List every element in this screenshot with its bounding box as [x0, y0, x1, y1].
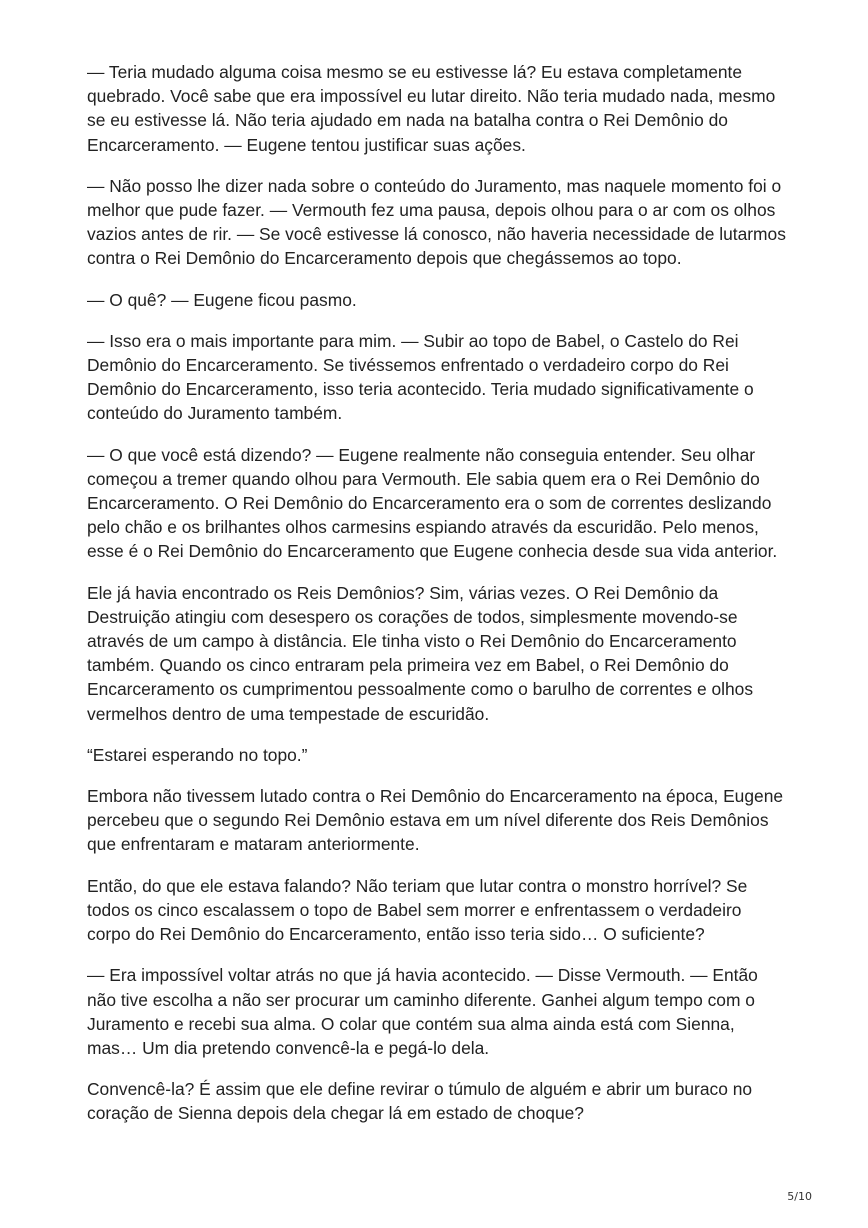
- page-number: 5/10: [787, 1190, 812, 1203]
- paragraph: Então, do que ele estava falando? Não teriam que lutar contra o monstro horrível? Se todos os cinco escalassem o topo de Babel sem morrer e enfrentassem o verdadeiro corpo do Rei Demônio do Encarceramento, então isso teria sido… O suficiente?: [87, 875, 748, 945]
- paragraph: — O quê? — Eugene ficou pasmo.: [87, 289, 357, 310]
- document-page: [87, 60, 787, 1143]
- paragraph: Embora não tivessem lutado contra o Rei Demônio do Encarceramento na época, Eugene percebeu que o segundo Rei Demônio estava em um nível diferente dos Reis Demônios que enfrentaram e mataram anteriormente.: [87, 786, 784, 855]
- paragraph: Ele já havia encontrado os Reis Demônios? Sim, várias vezes. O Rei Demônio da Destruição atingiu com desespero os corações de todos, simplesmente movendo-se através de um campo à distância. Ele tinha visto o Rei Demônio do Encarceramento também. Quando os cinco entraram pela primeira vez em Babel, o Rei Demônio do Encarceramento os cumprimentou pessoalmente como o barulho de correntes e olhos vermelhos dentro de uma tempestade de escuridão.: [87, 582, 754, 724]
- paragraph: — O que você está dizendo? — Eugene realmente não conseguia entender. Seu olhar começou a tremer quando olhou para Vermouth. Ele sabia quem era o Rei Demônio do Encarceramento. O Rei Demônio do Encarceramento era o som de correntes deslizando pelo chão e os brilhantes olhos carmesins espiando através da escuridão. Pelo menos, esse é o Rei Demônio do Encarceramento que Eugene conhecia desde sua vida anterior.: [87, 444, 778, 562]
- paragraph: — Isso era o mais importante para mim. — Subir ao topo de Babel, o Castelo do Rei Demônio do Encarceramento. Se tivéssemos enfrentado o verdadeiro corpo do Rei Demônio do Encarceramento, isso teria acontecido. Teria mudado significativamente o conteúdo do Juramento também.: [87, 330, 754, 424]
- paragraph: — Teria mudado alguma coisa mesmo se eu estivesse lá? Eu estava completamente quebrado. Você sabe que era impossível eu lutar direito. Não teria mudado nada, mesmo se eu estivesse lá. Não teria ajudado em nada na batalha contra o Rei Demônio do Encarceramento. — Eugene tentou justificar suas ações.: [87, 62, 776, 155]
- paragraph: “Estarei esperando no topo.”: [87, 744, 308, 765]
- paragraph: — Era impossível voltar atrás no que já havia acontecido. — Disse Vermouth. — Então não tive escolha a não ser procurar um caminho diferente. Ganhei algum tempo com o Juramento e recebi sua alma. O colar que contém sua alma ainda está com Sienna, mas… Um dia pretendo convencê-la e pegá-lo dela.: [87, 965, 758, 1058]
- paragraph: Convencê-la? É assim que ele define revirar o túmulo de alguém e abrir um buraco no coração de Sienna depois dela chegar lá em estado de choque?: [87, 1079, 753, 1124]
- paragraph: — Não posso lhe dizer nada sobre o conteúdo do Juramento, mas naquele momento foi o melhor que pude fazer. — Vermouth fez uma pausa, depois olhou para o ar com os olhos vazios antes de rir. — Se você estivesse lá conosco, não haveria necessidade de lutarmos contra o Rei Demônio do Encarceramento depois que chegássemos ao topo.: [87, 175, 786, 269]
